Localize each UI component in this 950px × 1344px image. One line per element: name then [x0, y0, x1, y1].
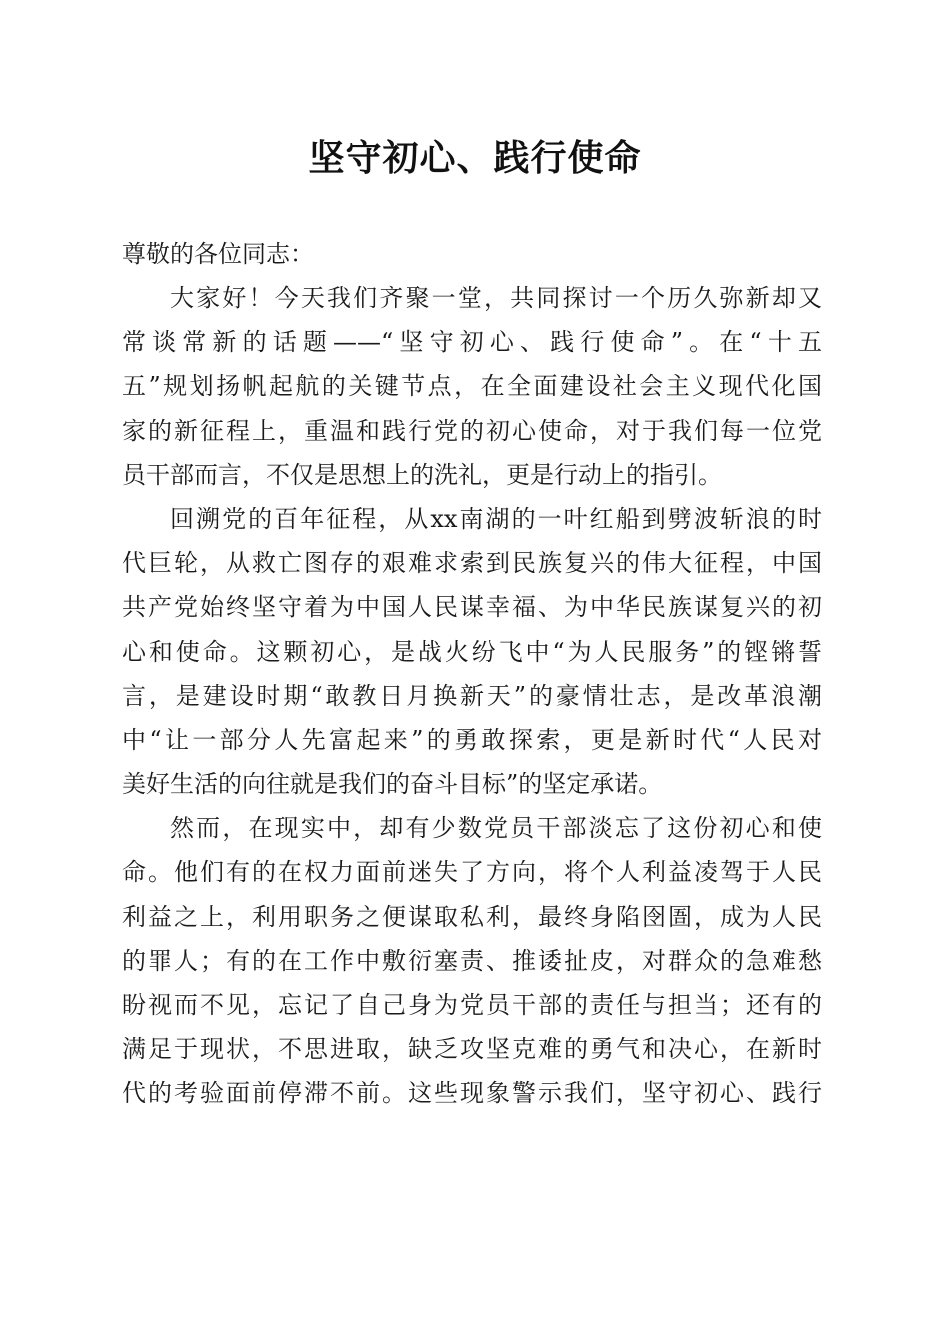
paragraph-3 — [122, 806, 822, 1115]
paragraph-line: 然而，在现实中，却有少数党员干部淡忘了这份初心和使 — [170, 814, 822, 843]
salutation: 尊敬的各位同志： — [122, 240, 314, 268]
paragraph-line: 五”规划扬帆起航的关键节点，在全面建设社会主义现代化国 — [122, 372, 822, 401]
paragraph-line: 大家好！今天我们齐聚一堂，共同探讨一个历久弥新却又 — [170, 284, 822, 312]
paragraph-line: 命。他们有的在权力面前迷失了方向，将个人利益凌驾于人民 — [122, 858, 822, 887]
paragraph-line: 盼视而不见，忘记了自己身为党员干部的责任与担当；还有的 — [122, 991, 822, 1019]
document-body — [122, 232, 822, 1116]
paragraph-line: 员干部而言，不仅是思想上的洗礼，更是行动上的指引。 — [122, 460, 722, 489]
paragraph-line: 言，是建设时期“敢教日月换新天”的豪情壮志，是改革浪潮 — [122, 681, 822, 710]
paragraph-line: 心和使命。这颗初心，是战火纷飞中“为人民服务”的铿锵誓 — [122, 637, 822, 666]
paragraph-line: 家的新征程上，重温和践行党的初心使命，对于我们每一位党 — [122, 416, 822, 445]
paragraph-line: 共产党始终坚守着为中国人民谋幸福、为中华民族谋复兴的初 — [122, 593, 822, 622]
paragraph-line: 回溯党的百年征程，从xx南湖的一叶红船到劈波斩浪的时 — [170, 504, 822, 533]
paragraph-2 — [122, 497, 822, 806]
paragraph-line: 中“让一部分人先富起来”的勇敢探索，更是新时代“人民对 — [122, 725, 822, 754]
paragraph-line: 常谈常新的话题——“坚守初心、践行使命”。在“十五 — [122, 328, 822, 357]
paragraph-line: 美好生活的向往就是我们的奋斗目标”的坚定承诺。 — [122, 770, 663, 799]
paragraph-1 — [122, 276, 822, 497]
paragraph-line: 代巨轮，从救亡图存的艰难求索到民族复兴的伟大征程，中国 — [122, 549, 822, 578]
document-title: 坚守初心、践行使命 — [308, 137, 642, 179]
paragraph-line: 利益之上，利用职务之便谋取私利，最终身陷囹圄，成为人民 — [122, 902, 822, 931]
paragraph-line: 满足于现状，不思进取，缺乏攻坚克难的勇气和决心，在新时 — [122, 1035, 822, 1064]
paragraph-line: 的罪人；有的在工作中敷衍塞责、推诿扯皮，对群众的急难愁 — [122, 946, 822, 975]
paragraph-line: 代的考验面前停滞不前。这些现象警示我们，坚守初心、践行 — [122, 1079, 822, 1108]
